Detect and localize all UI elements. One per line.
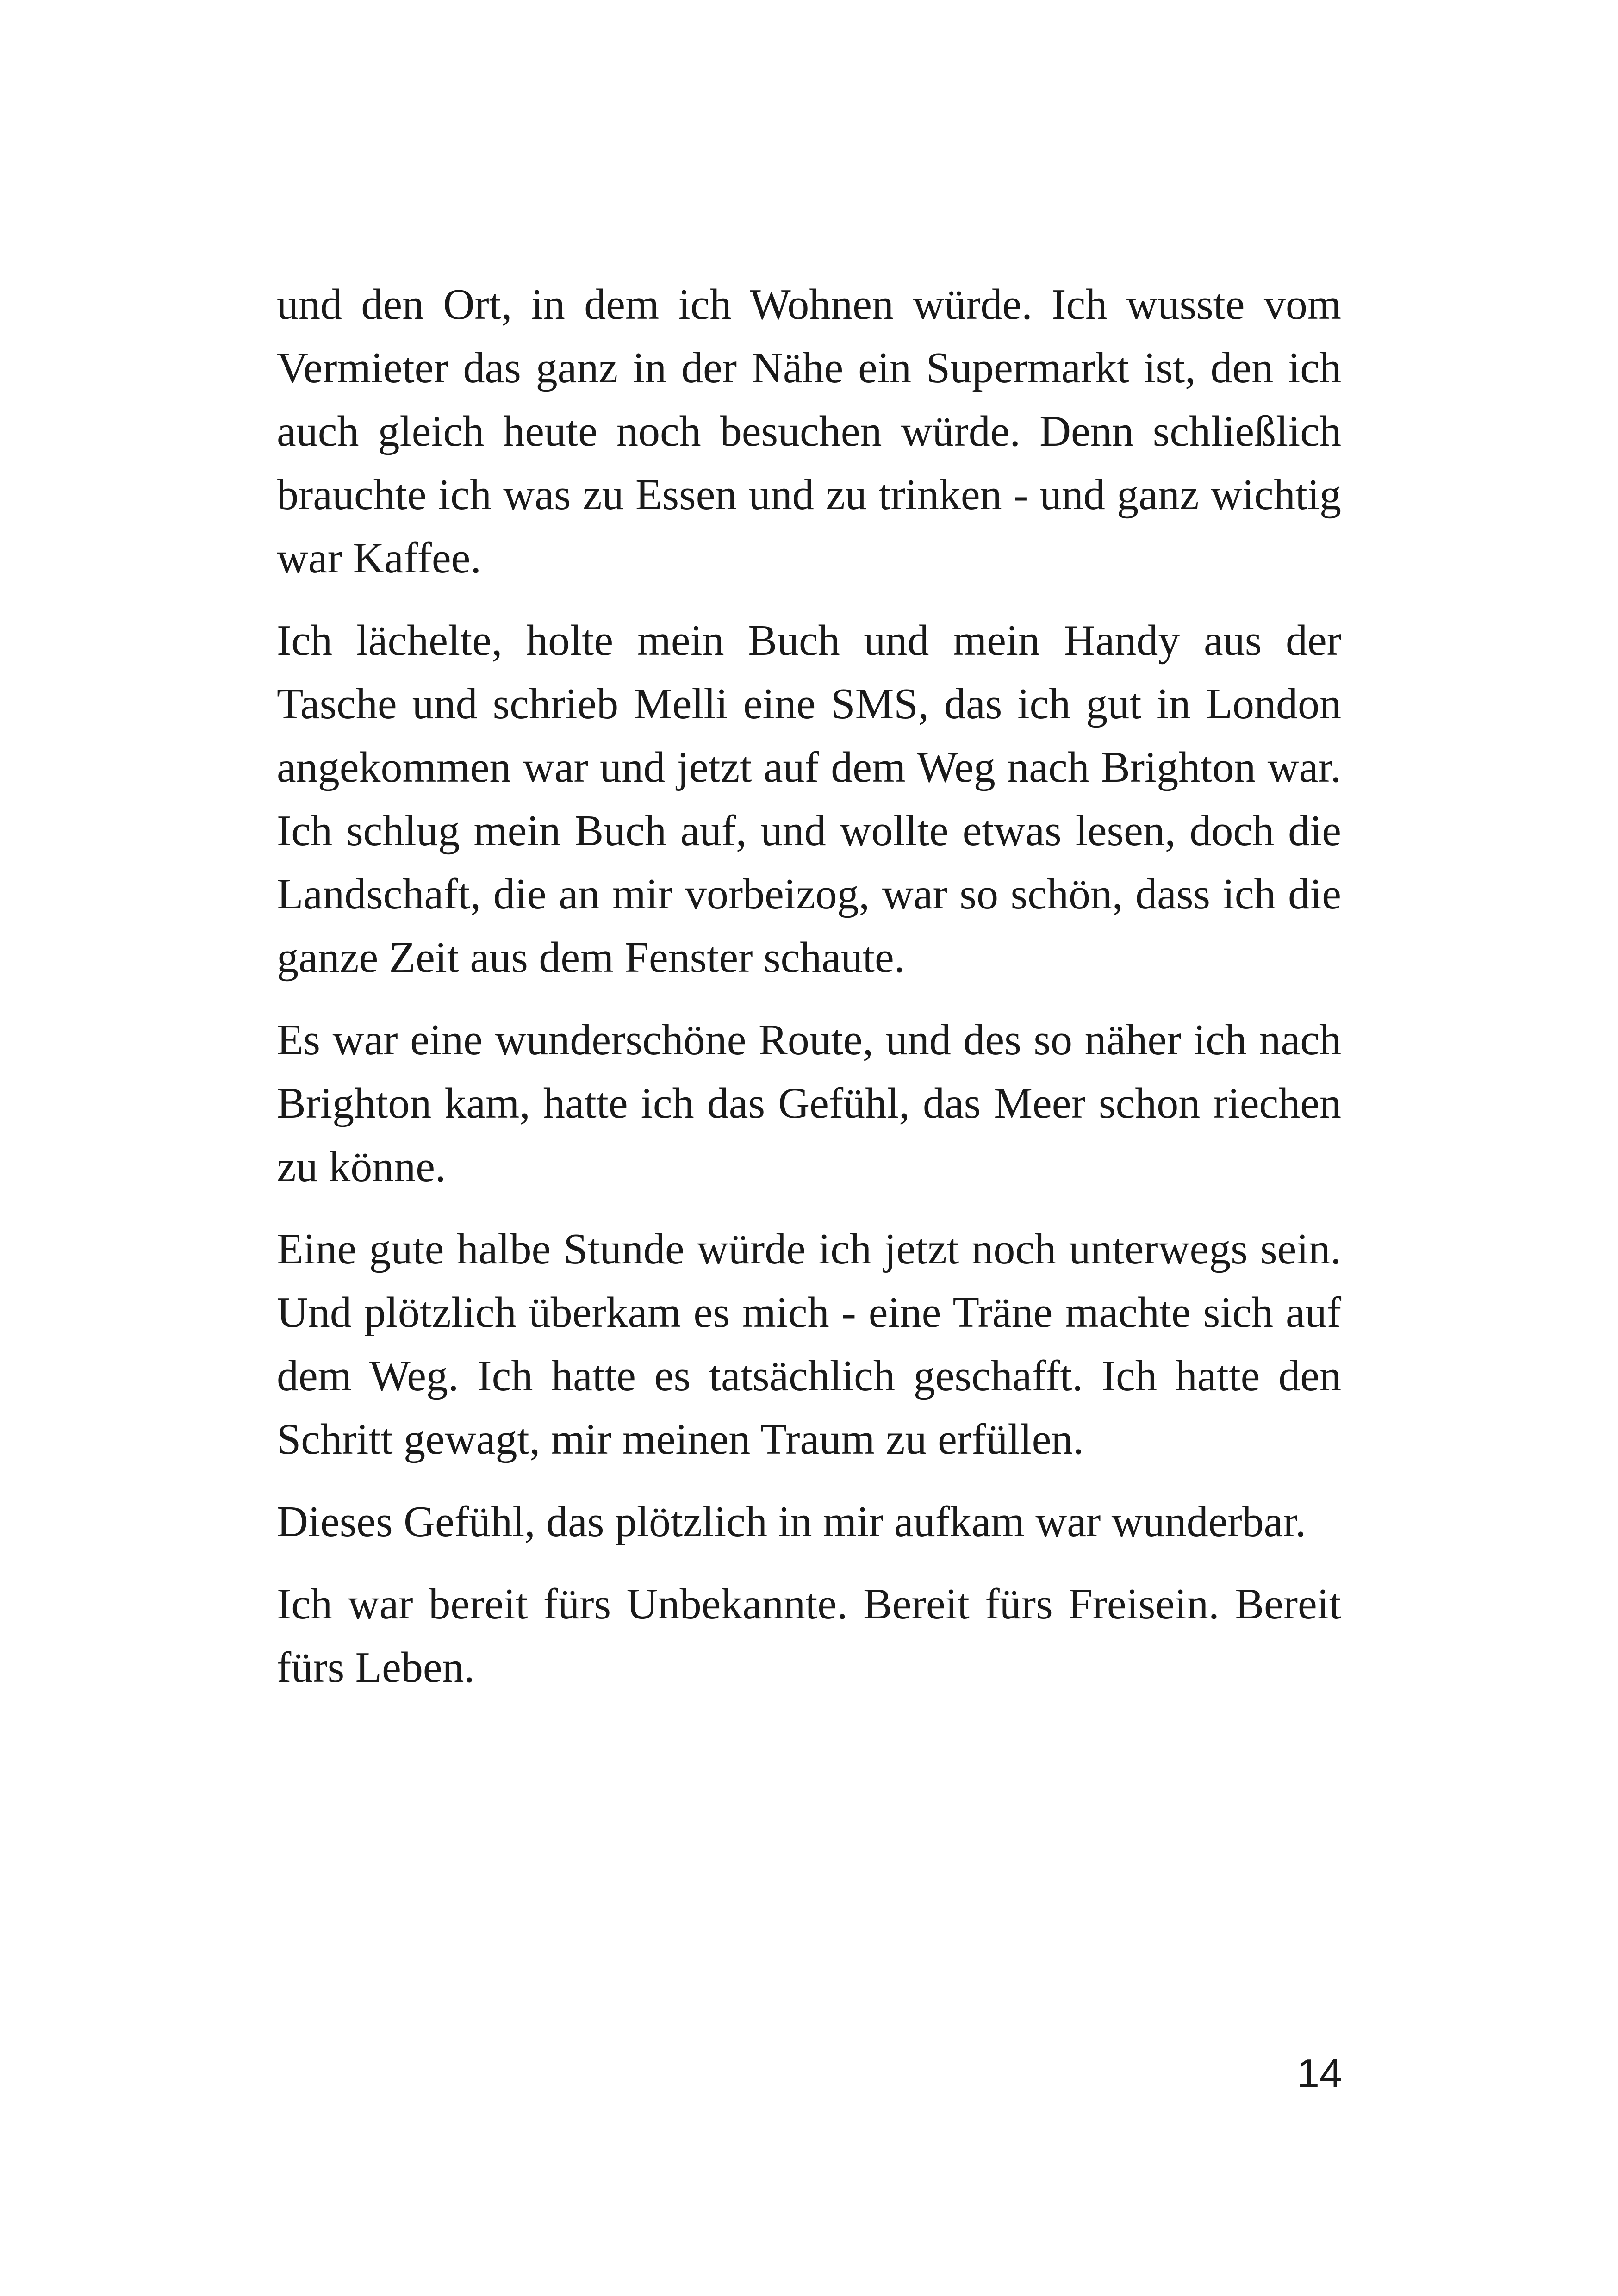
- paragraph-5: Dieses Gefühl, das plötzlich in mir aufkam war wunderbar.: [277, 1498, 1307, 1546]
- paragraph-1: und den Ort, in dem ich Wohnen würde. Ich wusste vom Vermieter das ganz in der Nähe ein Supermarkt ist, den ich auch gleich heute noch besuchen würde. Denn schließlich brauchte ich was zu Essen und zu trinken - und ganz wichtig war Kaffee.: [277, 280, 1341, 582]
- page-number: 14: [1297, 2050, 1342, 2096]
- page-body-text: [277, 273, 1341, 1718]
- paragraph-2: Ich lächelte, holte mein Buch und mein Handy aus der Tasche und schrieb Melli eine SMS, das ich gut in London angekommen war und jetzt auf dem Weg nach Brighton war. Ich schlug mein Buch auf, und wollte etwas lesen, doch die Landschaft, die an mir vorbeizog, war so schön, dass ich die ganze Zeit aus dem Fenster schaute.: [277, 616, 1341, 982]
- paragraph-6: Ich war bereit fürs Unbekannte. Bereit fürs Freisein. Bereit fürs Leben.: [277, 1580, 1341, 1692]
- paragraph-3: Es war eine wunderschöne Route, und des so näher ich nach Brighton kam, hatte ich das Gefühl, das Meer schon riechen zu könne.: [277, 1016, 1341, 1191]
- paragraph-4: Eine gute halbe Stunde würde ich jetzt noch unterwegs sein. Und plötzlich überkam es mich - eine Träne machte sich auf dem Weg. Ich hatte es tatsächlich geschafft. Ich hatte den Schritt gewagt, mir meinen Traum zu erfüllen.: [277, 1225, 1341, 1463]
